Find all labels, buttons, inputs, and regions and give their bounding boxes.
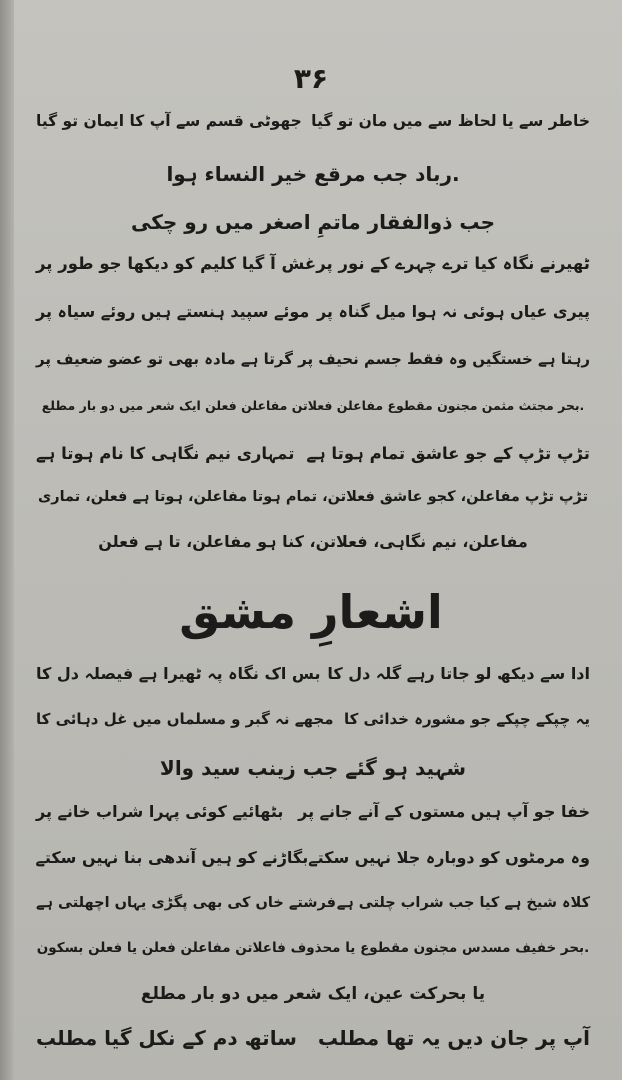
verse-center: مفاعلن، نیم نگاہی، فعلاتن، کنا ہو مفاعلن، تا ہے فعلن: [98, 532, 528, 551]
couplet-line: [36, 1028, 590, 1048]
verse-right: وہ مرمٹوں کو دوبارہ جلا نہیں سکتے: [308, 848, 590, 867]
meter-description: [36, 986, 590, 1003]
verse-center: تڑپ تڑپ مفاعلن، کجو عاشق فعلاتن، تمام ہوتا مفاعلن، ہوتا ہے فعلن، تماری: [37, 489, 589, 505]
verse-left: موئے سپید ہنستے ہیں روئے سیاہ پر: [36, 302, 310, 321]
verse-left: فرشتے خاں کی بھی پگڑی یہاں اچھلتی ہے: [36, 895, 337, 911]
verse-left: ساتھ دم کے نکل گیا مطلب: [36, 1026, 297, 1050]
verse-left: گرتا ہے مادہ بھی تو عضو ضعیف پر: [36, 350, 293, 368]
verse-center: جب ذوالفقار ماتمِ اصغر میں رو چکی: [131, 210, 496, 234]
verse-left: غش آ گیا کلیم کو دیکھا جو طور پر: [36, 254, 317, 273]
verse-left: جھوٹی قسم سے آپ کا ایمان تو گیا: [36, 112, 302, 130]
verse-right: کلاہ شیخ ہے کیا جب شراب چلتی ہے: [336, 895, 590, 911]
couplet-line: [36, 804, 590, 820]
verse-right: ادا سے دیکھ لو جاتا رہے گلہ دل کا: [327, 664, 590, 683]
verse-center: یا بحرکت عین، ایک شعر میں دو بار مطلع: [140, 984, 486, 1004]
verse-right: یہ چپکے چپکے جو مشورہ خدائی کا: [343, 710, 590, 728]
verse-center: .رباد جب مرقع خیر النساء ہوا: [166, 162, 460, 186]
verse-left: بگاڑنے کو ہیں آندھی بنا نہیں سکتے: [35, 848, 309, 867]
scansion-line: [36, 534, 590, 550]
couplet-line: [36, 896, 590, 911]
verse-right: خاطر سے یا لحاظ سے میں مان تو گیا: [311, 112, 590, 130]
couplet-line: [36, 666, 590, 682]
verse-center: .بحر مجتث مثمن مجنون مقطوع مفاعلن فعلاتن مفاعلن فعلن ایک شعر میں دو بار مطلع: [41, 398, 585, 413]
verse-left: بس اک نگاہ پہ ٹھیرا ہے فیصلہ دل کا: [36, 664, 321, 683]
page-number: ۳۶: [293, 62, 329, 95]
couplet-line: [36, 446, 590, 463]
verse-left: مجھے نہ گبر و مسلماں میں غل دہائی کا: [36, 710, 334, 728]
center-line: [36, 758, 590, 778]
couplet-line: [36, 850, 590, 866]
couplet-line: [36, 352, 590, 367]
verse-left: بٹھائیے کوئی پہرا شراب خانے پر: [36, 802, 284, 821]
verse-right: خفا جو آپ ہیں مستوں کے آنے جانے پر: [298, 802, 590, 821]
verse-right: ٹھیرنے نگاہ کیا ترے چہرے کے نور پر: [316, 254, 590, 273]
verse-right: رہتا ہے خستگیں وہ فقط جسم نحیف پر: [298, 350, 590, 368]
center-line: [36, 212, 590, 232]
couplet-line: [36, 114, 590, 130]
verse-right: تڑپ تڑپ کے جو عاشق تمام ہوتا ہے: [306, 444, 590, 463]
verse-center: شہید ہو گئے جب زینب سید والا: [159, 756, 467, 780]
couplet-line: [36, 712, 590, 727]
center-line: [36, 164, 590, 184]
section-heading: اشعارِ مشق: [179, 585, 443, 639]
verse-center: .بحر خفیف مسدس مجنون مقطوع یا محذوف فاعلاتن مفاعلن فعلن یا فعلن بسکون: [36, 940, 590, 956]
meter-description: [36, 400, 590, 413]
page-fold-shadow: [0, 0, 14, 1080]
verse-right: آپ پر جان دیں یہ تھا مطلب: [317, 1026, 590, 1050]
couplet-line: [36, 256, 590, 273]
couplet-line: [36, 304, 590, 320]
scansion-line: [36, 490, 590, 505]
verse-left: تمہاری نیم نگاہی کا نام ہوتا ہے: [36, 444, 295, 463]
verse-right: پیری عیاں ہوئی نہ ہوا میل گناہ پر: [316, 302, 590, 321]
meter-description: [36, 942, 590, 956]
